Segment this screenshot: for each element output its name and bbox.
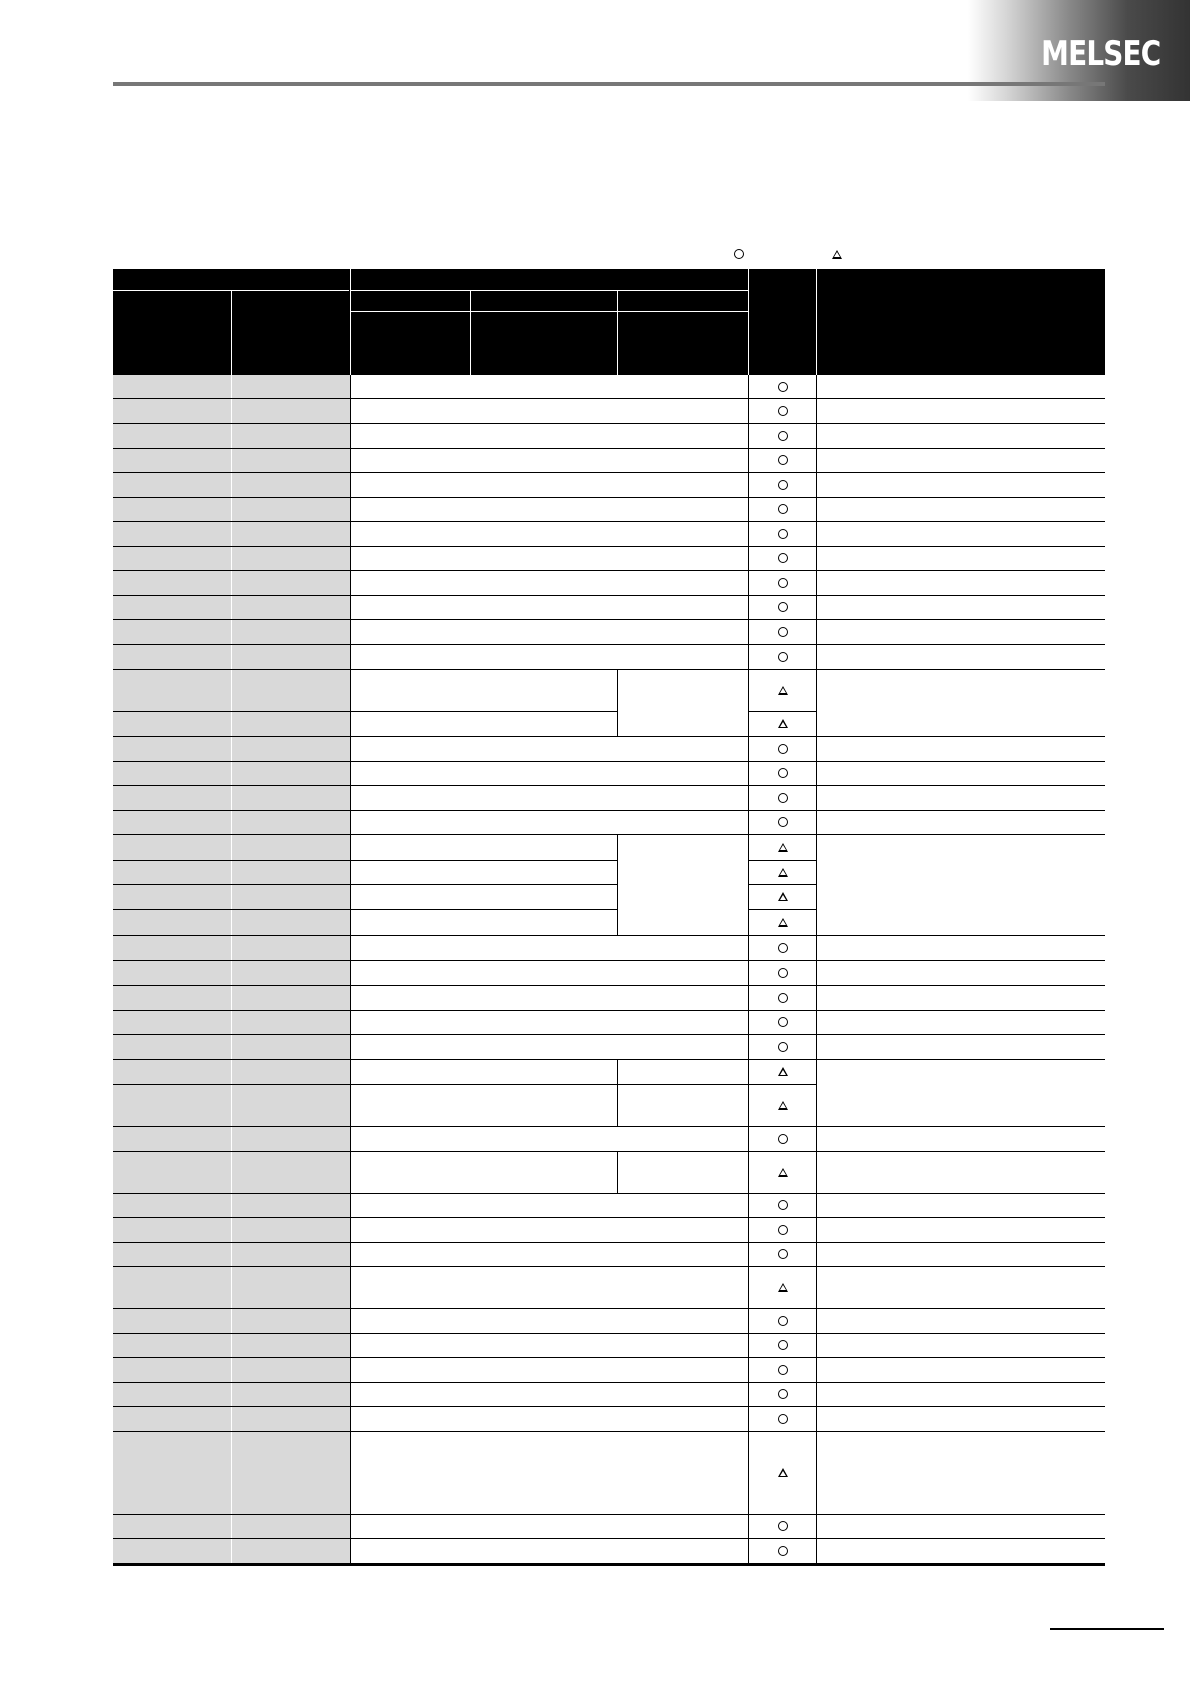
row-label-cell bbox=[113, 448, 231, 472]
support-circle-icon bbox=[749, 1406, 816, 1431]
row-sublabel-cell bbox=[232, 1357, 350, 1382]
support-circle-icon bbox=[749, 497, 816, 521]
row-sublabel-cell bbox=[232, 736, 350, 761]
row-sublabel-cell bbox=[232, 1034, 350, 1059]
row-divider bbox=[816, 785, 1105, 786]
support-circle-icon bbox=[749, 644, 816, 669]
row-label-cell bbox=[113, 398, 231, 423]
row-divider bbox=[816, 1010, 1105, 1011]
row-divider bbox=[816, 1193, 1105, 1194]
row-sublabel-cell bbox=[232, 761, 350, 785]
row-label-cell bbox=[113, 1151, 231, 1193]
row-divider bbox=[816, 570, 1105, 571]
support-triangle-icon bbox=[749, 669, 816, 711]
row-label-cell bbox=[113, 1084, 231, 1126]
row-divider bbox=[816, 472, 1105, 473]
row-sublabel-cell bbox=[232, 570, 350, 595]
row-divider bbox=[113, 1382, 816, 1383]
split-divider bbox=[617, 1084, 618, 1126]
row-sublabel-cell bbox=[232, 1217, 350, 1242]
split-divider bbox=[617, 834, 618, 860]
row-divider bbox=[816, 1126, 1105, 1127]
row-sublabel-cell bbox=[232, 1382, 350, 1406]
merge-cover bbox=[618, 860, 748, 861]
brand-logo: MELSEC bbox=[1040, 34, 1160, 74]
row-sublabel-cell bbox=[232, 521, 350, 546]
support-triangle-icon bbox=[749, 711, 816, 736]
row-divider bbox=[816, 595, 1105, 596]
row-divider bbox=[816, 521, 1105, 522]
row-sublabel-cell bbox=[232, 472, 350, 497]
row-sublabel-cell bbox=[232, 1514, 350, 1538]
row-divider bbox=[816, 935, 1105, 936]
row-divider bbox=[113, 521, 816, 522]
row-sublabel-cell bbox=[232, 546, 350, 570]
support-circle-icon bbox=[749, 448, 816, 472]
row-divider bbox=[816, 1308, 1105, 1309]
row-divider bbox=[816, 1431, 1105, 1432]
row-divider bbox=[113, 472, 816, 473]
row-label-cell bbox=[113, 1514, 231, 1538]
row-divider bbox=[816, 1382, 1105, 1383]
row-label-cell bbox=[113, 1357, 231, 1382]
row-label-cell bbox=[113, 595, 231, 619]
footer-rule bbox=[1050, 1628, 1164, 1630]
row-divider bbox=[113, 1431, 816, 1432]
row-divider bbox=[113, 1242, 816, 1243]
split-divider bbox=[617, 884, 618, 909]
support-circle-icon bbox=[749, 1333, 816, 1357]
row-sublabel-cell bbox=[232, 375, 350, 398]
row-label-cell bbox=[113, 1333, 231, 1357]
row-divider bbox=[113, 1059, 816, 1060]
row-sublabel-cell bbox=[232, 1308, 350, 1333]
row-divider bbox=[113, 810, 816, 811]
row-divider bbox=[113, 761, 816, 762]
row-divider bbox=[816, 669, 1105, 670]
row-label-cell bbox=[113, 985, 231, 1010]
support-circle-icon bbox=[749, 1217, 816, 1242]
row-divider bbox=[816, 761, 1105, 762]
row-label-cell bbox=[113, 834, 231, 860]
support-circle-icon bbox=[749, 935, 816, 960]
row-divider bbox=[816, 1333, 1105, 1334]
support-circle-icon bbox=[749, 1242, 816, 1266]
row-sublabel-cell bbox=[232, 644, 350, 669]
row-divider bbox=[816, 1266, 1105, 1267]
support-circle-icon bbox=[749, 1357, 816, 1382]
row-sublabel-cell bbox=[232, 1242, 350, 1266]
row-label-cell bbox=[113, 761, 231, 785]
row-sublabel-cell bbox=[232, 785, 350, 810]
row-sublabel-cell bbox=[232, 960, 350, 985]
legend-circle-icon bbox=[732, 247, 746, 261]
split-divider bbox=[617, 669, 618, 711]
row-divider bbox=[113, 1266, 816, 1267]
table-header bbox=[113, 269, 1105, 375]
row-divider bbox=[113, 595, 816, 596]
support-circle-icon bbox=[749, 1010, 816, 1034]
support-circle-icon bbox=[749, 785, 816, 810]
row-label-cell bbox=[113, 960, 231, 985]
row-divider bbox=[113, 1084, 816, 1085]
row-label-cell bbox=[113, 423, 231, 448]
row-divider bbox=[113, 644, 816, 645]
row-label-cell bbox=[113, 375, 231, 398]
row-label-cell bbox=[113, 521, 231, 546]
row-divider bbox=[816, 1034, 1105, 1035]
row-divider bbox=[113, 834, 816, 835]
row-sublabel-cell bbox=[232, 1126, 350, 1151]
split-divider bbox=[617, 909, 618, 935]
row-sublabel-cell bbox=[232, 1538, 350, 1563]
merge-cover bbox=[618, 884, 748, 885]
support-circle-icon bbox=[749, 472, 816, 497]
merge-cover bbox=[618, 711, 748, 712]
row-label-cell bbox=[113, 546, 231, 570]
row-sublabel-cell bbox=[232, 1084, 350, 1126]
row-label-cell bbox=[113, 1010, 231, 1034]
row-label-cell bbox=[113, 1034, 231, 1059]
row-divider bbox=[113, 546, 816, 547]
row-divider bbox=[113, 497, 816, 498]
row-divider bbox=[113, 570, 816, 571]
row-label-cell bbox=[113, 909, 231, 935]
row-label-cell bbox=[113, 785, 231, 810]
row-label-cell bbox=[113, 644, 231, 669]
row-sublabel-cell bbox=[232, 423, 350, 448]
col-divider bbox=[748, 375, 749, 1563]
row-sublabel-cell bbox=[232, 1431, 350, 1514]
row-divider bbox=[113, 736, 816, 737]
support-circle-icon bbox=[749, 1034, 816, 1059]
row-divider bbox=[113, 1034, 816, 1035]
row-divider bbox=[113, 1514, 816, 1515]
row-label-cell bbox=[113, 1266, 231, 1308]
col-divider bbox=[350, 375, 351, 1563]
row-divider bbox=[113, 1357, 816, 1358]
row-sublabel-cell bbox=[232, 1193, 350, 1217]
row-sublabel-cell bbox=[232, 669, 350, 711]
row-label-cell bbox=[113, 1217, 231, 1242]
row-sublabel-cell bbox=[232, 595, 350, 619]
row-sublabel-cell bbox=[232, 935, 350, 960]
row-label-cell bbox=[113, 711, 231, 736]
row-divider bbox=[113, 960, 816, 961]
row-sublabel-cell bbox=[232, 1406, 350, 1431]
row-divider bbox=[113, 1010, 816, 1011]
row-divider bbox=[113, 1126, 816, 1127]
support-circle-icon bbox=[749, 1514, 816, 1538]
row-divider bbox=[816, 619, 1105, 620]
support-circle-icon bbox=[749, 1126, 816, 1151]
split-divider bbox=[617, 1059, 618, 1084]
row-sublabel-cell bbox=[232, 1010, 350, 1034]
support-triangle-icon bbox=[749, 860, 816, 884]
row-divider bbox=[816, 810, 1105, 811]
row-divider bbox=[113, 423, 816, 424]
row-divider bbox=[816, 1151, 1105, 1152]
row-label-cell bbox=[113, 669, 231, 711]
row-label-cell bbox=[113, 1059, 231, 1084]
row-divider bbox=[113, 669, 816, 670]
row-divider bbox=[816, 985, 1105, 986]
row-divider bbox=[113, 619, 816, 620]
row-divider bbox=[816, 736, 1105, 737]
row-label-cell bbox=[113, 884, 231, 909]
merge-cover bbox=[618, 909, 748, 910]
row-divider bbox=[816, 546, 1105, 547]
row-label-cell bbox=[113, 1382, 231, 1406]
row-divider bbox=[816, 1538, 1105, 1539]
row-divider bbox=[816, 834, 1105, 835]
row-divider bbox=[113, 935, 816, 936]
support-circle-icon bbox=[749, 423, 816, 448]
split-divider bbox=[617, 711, 618, 736]
support-circle-icon bbox=[749, 761, 816, 785]
row-sublabel-cell bbox=[232, 1333, 350, 1357]
row-sublabel-cell bbox=[232, 985, 350, 1010]
row-sublabel-cell bbox=[232, 884, 350, 909]
row-divider bbox=[816, 960, 1105, 961]
row-divider bbox=[816, 497, 1105, 498]
support-triangle-icon bbox=[749, 884, 816, 909]
row-sublabel-cell bbox=[232, 909, 350, 935]
row-divider bbox=[113, 1151, 816, 1152]
row-label-cell bbox=[113, 472, 231, 497]
support-triangle-icon bbox=[749, 1059, 816, 1084]
support-circle-icon bbox=[749, 1308, 816, 1333]
row-sublabel-cell bbox=[232, 448, 350, 472]
support-circle-icon bbox=[749, 595, 816, 619]
legend-triangle-icon bbox=[830, 247, 844, 261]
support-triangle-icon bbox=[749, 909, 816, 935]
row-divider bbox=[113, 1217, 816, 1218]
row-sublabel-cell bbox=[232, 810, 350, 834]
row-sublabel-cell bbox=[232, 834, 350, 860]
support-triangle-icon bbox=[749, 1151, 816, 1193]
row-divider bbox=[816, 1217, 1105, 1218]
row-label-cell bbox=[113, 1538, 231, 1563]
row-sublabel-cell bbox=[232, 398, 350, 423]
support-circle-icon bbox=[749, 570, 816, 595]
table-bottom-rule bbox=[113, 1563, 1105, 1566]
header-rule bbox=[113, 82, 1105, 86]
split-divider bbox=[617, 1151, 618, 1193]
row-divider bbox=[816, 398, 1105, 399]
row-divider bbox=[113, 398, 816, 399]
support-circle-icon bbox=[749, 810, 816, 834]
col-divider bbox=[816, 375, 817, 1563]
support-triangle-icon bbox=[749, 834, 816, 860]
row-divider bbox=[113, 448, 816, 449]
row-label-cell bbox=[113, 1406, 231, 1431]
row-divider bbox=[816, 1406, 1105, 1407]
row-divider bbox=[113, 785, 816, 786]
row-sublabel-cell bbox=[232, 860, 350, 884]
row-sublabel-cell bbox=[232, 619, 350, 644]
row-label-cell bbox=[113, 1242, 231, 1266]
row-divider bbox=[113, 1333, 816, 1334]
support-circle-icon bbox=[749, 398, 816, 423]
row-divider bbox=[816, 1514, 1105, 1515]
support-triangle-icon bbox=[749, 1084, 816, 1126]
support-circle-icon bbox=[749, 521, 816, 546]
row-label-cell bbox=[113, 736, 231, 761]
row-sublabel-cell bbox=[232, 1151, 350, 1193]
support-circle-icon bbox=[749, 960, 816, 985]
support-circle-icon bbox=[749, 375, 816, 398]
support-circle-icon bbox=[749, 1193, 816, 1217]
row-divider bbox=[113, 1406, 816, 1407]
row-label-cell bbox=[113, 1126, 231, 1151]
row-label-cell bbox=[113, 810, 231, 834]
support-triangle-icon bbox=[749, 1431, 816, 1514]
row-label-cell bbox=[113, 935, 231, 960]
row-divider bbox=[113, 1308, 816, 1309]
row-sublabel-cell bbox=[232, 1059, 350, 1084]
support-circle-icon bbox=[749, 1538, 816, 1563]
row-sublabel-cell bbox=[232, 711, 350, 736]
row-label-cell bbox=[113, 1308, 231, 1333]
support-circle-icon bbox=[749, 985, 816, 1010]
support-circle-icon bbox=[749, 546, 816, 570]
row-label-cell bbox=[113, 497, 231, 521]
row-divider bbox=[113, 985, 816, 986]
row-divider bbox=[816, 1357, 1105, 1358]
support-triangle-icon bbox=[749, 1266, 816, 1308]
row-sublabel-cell bbox=[232, 497, 350, 521]
support-circle-icon bbox=[749, 619, 816, 644]
row-divider bbox=[816, 448, 1105, 449]
row-label-cell bbox=[113, 619, 231, 644]
row-divider bbox=[816, 1059, 1105, 1060]
row-sublabel-cell bbox=[232, 1266, 350, 1308]
row-divider bbox=[816, 423, 1105, 424]
row-label-cell bbox=[113, 570, 231, 595]
row-divider bbox=[816, 1242, 1105, 1243]
row-label-cell bbox=[113, 860, 231, 884]
row-label-cell bbox=[113, 1431, 231, 1514]
split-divider bbox=[617, 860, 618, 884]
specification-table bbox=[113, 269, 1105, 1565]
row-label-cell bbox=[113, 1193, 231, 1217]
row-divider bbox=[816, 644, 1105, 645]
support-circle-icon bbox=[749, 736, 816, 761]
row-divider bbox=[113, 1193, 816, 1194]
support-circle-icon bbox=[749, 1382, 816, 1406]
row-divider bbox=[113, 1538, 816, 1539]
